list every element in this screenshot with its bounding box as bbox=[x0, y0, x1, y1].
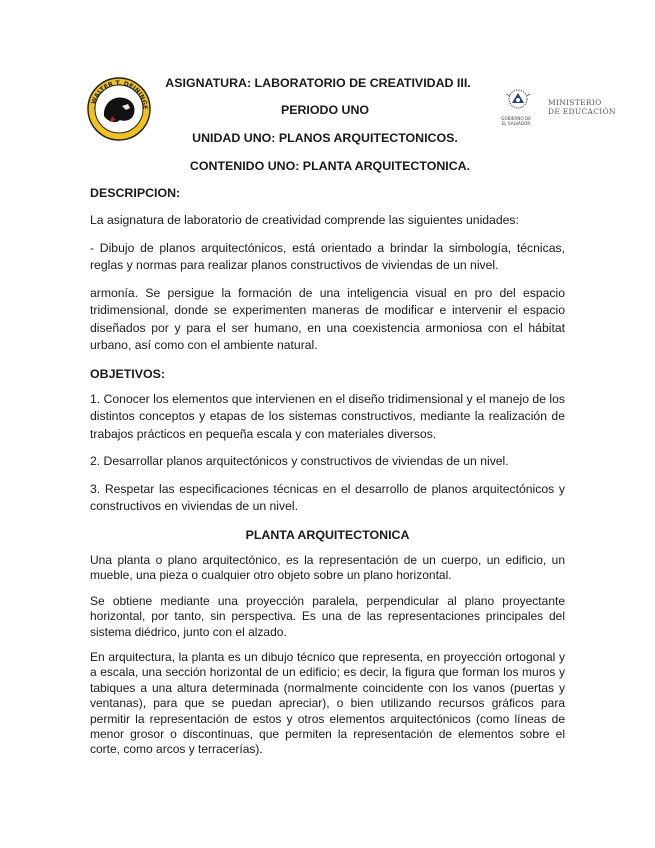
objetivos-section bbox=[90, 366, 565, 382]
planta-paragraph-1: Una planta o plano arquitectónico, es la representación de un cuerpo, un edificio, un mueble, una pieza o cualquier otro objeto sobre un plano horizontal. bbox=[90, 553, 565, 583]
descripcion-paragraph-1: La asignatura de laboratorio de creatividad comprende las siguientes unidades: bbox=[90, 213, 519, 227]
school-logo bbox=[86, 76, 152, 142]
planta-section bbox=[90, 527, 565, 543]
planta-paragraph-2: Se obtiene mediante una proyección paralela, perpendicular al plano proyectante horizontal, por tanto, sin perspectiva. Es una de las representaciones principales del sistema diédrico, junto con el alzado. bbox=[90, 594, 565, 639]
subject-title: ASIGNATURA: LABORATORIO DE CREATIVIDAD III. bbox=[165, 76, 471, 90]
objetivos-heading: OBJETIVOS: bbox=[90, 367, 166, 381]
planta-body-1 bbox=[90, 553, 565, 584]
planta-body-3 bbox=[90, 650, 565, 758]
content-title: CONTENIDO UNO: PLANTA ARQUITECTONICA. bbox=[189, 159, 471, 173]
period-title: PERIODO UNO bbox=[280, 103, 370, 117]
descripcion-heading: DESCRIPCION: bbox=[90, 186, 181, 200]
objetivo-paragraph-2: 2. Desarrollar planos arquitectónicos y constructivos de viviendas de un nivel. bbox=[90, 454, 509, 468]
descripcion-paragraph-3: armonía. Se persigue la formación de una inteligencia visual en pro del espacio tridimensional, donde se experimenten maneras de modificar e intervenir el espacio diseñados por y para el ser humano, en una coexistencia armoniosa con el hábitat urbano, así como con el ambiente natural. bbox=[90, 286, 565, 353]
descripcion-body bbox=[90, 285, 565, 355]
descripcion-item bbox=[90, 240, 565, 275]
planta-paragraph-3: En arquitectura, la planta es un dibujo técnico que representa, en proyección ortogonal y a escala, una sección horizontal de un edificio; es decir, la figura que forman los muros y tabiques a una altura determinada (normalmente coincidente con los vanos (puertas y ventanas), para que se puedan apreciar), o bien utilizando recursos gráficos para permitir la representación de estos y otros elementos arquitectónicos (como líneas de menor grosor o discontinuas, que permiten la representación de elementos sobre el corte, como arcos y terracerías). bbox=[90, 650, 565, 757]
planta-heading: PLANTA ARQUITECTONICA bbox=[245, 528, 410, 542]
coat-of-arms-icon bbox=[498, 86, 538, 116]
objetivo-1 bbox=[90, 391, 565, 443]
government-caption: GOBIERNO DE EL SALVADOR bbox=[501, 116, 531, 126]
ministry-name: MINISTERIO DE EDUCACIÓN bbox=[548, 98, 616, 116]
objetivo-paragraph-1: 1. Conocer los elementos que intervienen en el diseño tridimensional y el manejo de los distintos conceptos y etapas de los sistemas constructivos, mediante la realización de trabajos prácticos en pequeña escala y con materiales diversos. bbox=[90, 392, 565, 441]
unit-title: UNIDAD UNO: PLANOS ARQUITECTONICOS. bbox=[192, 131, 458, 145]
ministry-logo bbox=[496, 86, 626, 130]
school-seal-icon bbox=[86, 76, 152, 142]
planta-body-2 bbox=[90, 594, 565, 640]
objetivo-paragraph-3: 3. Respetar las especificaciones técnicas en el desarrollo de planos arquitectónicos y constructivos en viviendas de un nivel. bbox=[90, 482, 565, 514]
descripcion-intro bbox=[90, 212, 565, 229]
objetivo-3 bbox=[90, 481, 565, 516]
svg-text:N. WALTER T. DEININGER: . WALTER T. DEININGE bbox=[89, 79, 149, 110]
descripcion-section bbox=[90, 185, 565, 201]
objetivo-2 bbox=[90, 453, 565, 470]
descripcion-paragraph-2: - Dibujo de planos arquitectónicos, está orientado a brindar la simbología, técnicas, reglas y normas para realizar planos constructivos de viviendas de un nivel. bbox=[90, 241, 565, 273]
